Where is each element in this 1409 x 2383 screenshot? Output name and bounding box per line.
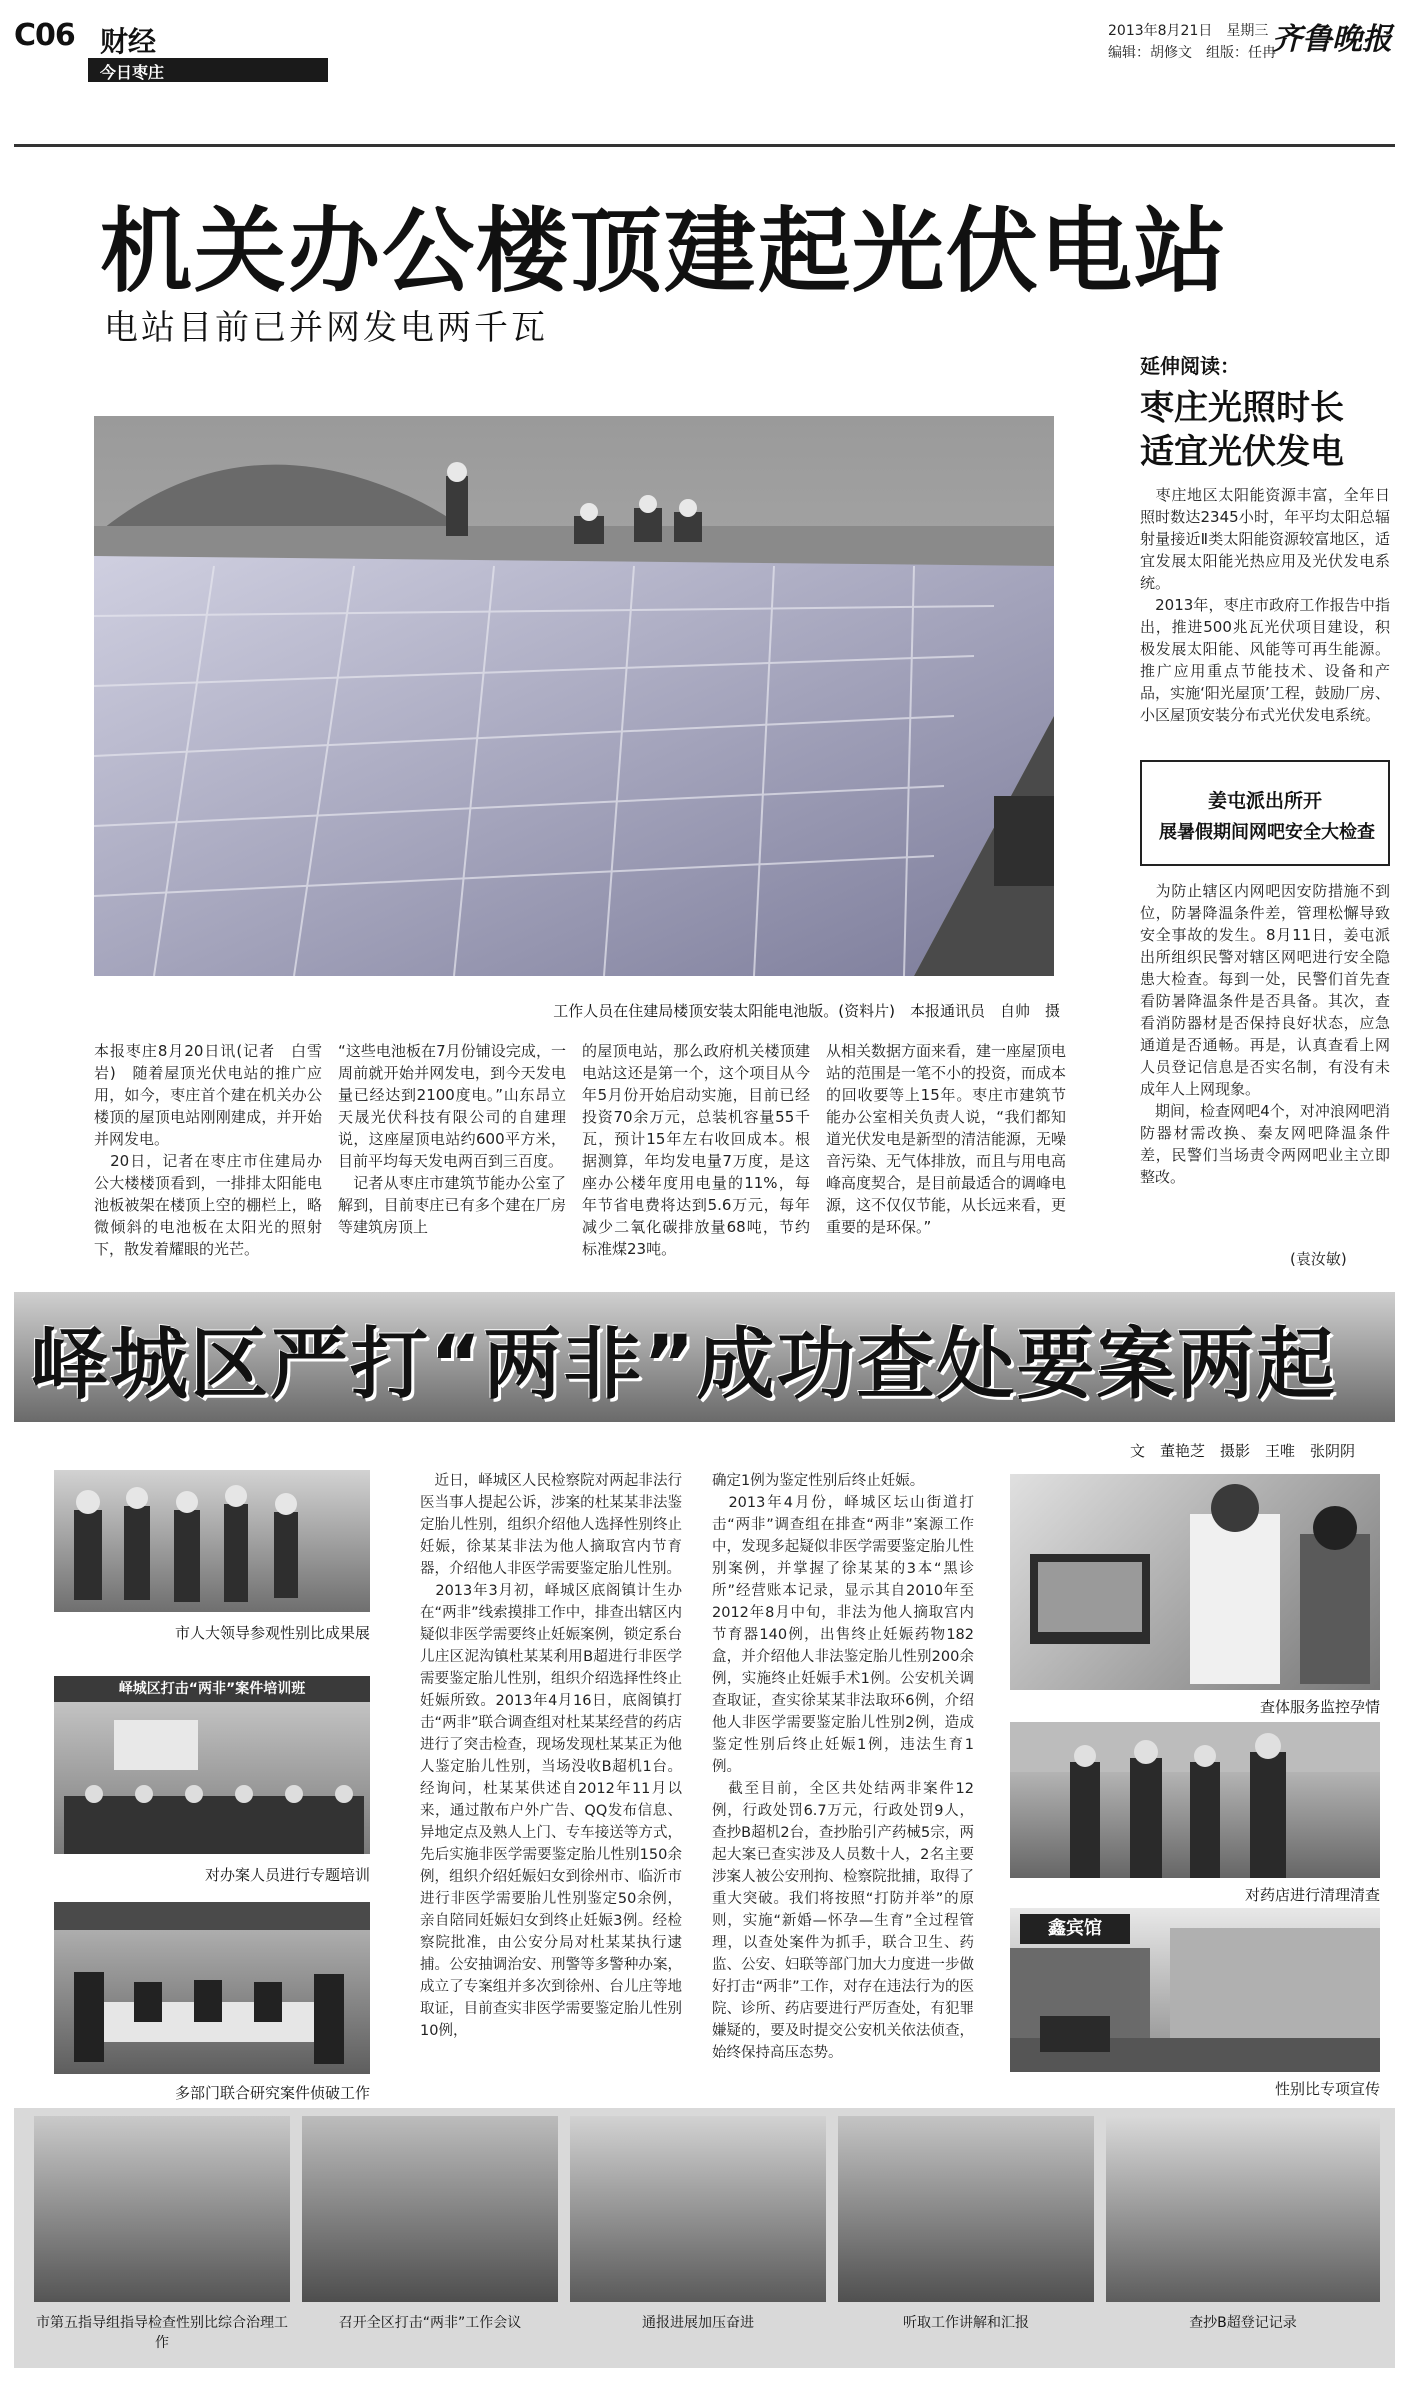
editors-line: 编辑：胡修文 组版：任冉	[1108, 45, 1276, 61]
bottom-caption-1: 市第五指导组指导检查性别比综合治理工作	[36, 2315, 288, 2351]
shop-sign: 鑫宾馆	[1020, 1914, 1130, 1944]
article2-column-1: 近日，峄城区人民检察院对两起非法行医当事人提起公诉，涉案的杜某某非法鉴定胎儿性别，组织介绍他人选择性别终止妊娠，徐某某非法为他人摘取宫内节育器，介绍他人非医学需要鉴定胎儿性别。 2013年3月初，峄城区底阁镇计生办在“两非”线索摸排工作中，排查出辖区内疑似非医学需要终止妊娠案例，锁定系台儿庄区泥沟镇杜某某利用B超进行非医学需要鉴定胎儿性别，组织介绍选择性终止妊娠所致。2013年4月16日，底阁镇打击“两非”联合调查组对杜某某经营的药店进行了突击检查，现场发现杜某某正为他人鉴定胎儿性别，当场没收B超机1台。经询问，杜某某供述自2012年11月以来，通过散布户外广告、QQ发布信息、异地定点及熟人上门、专车接送等方式，先后实施非医学需要鉴定胎儿性别150余例，组织介绍妊娠妇女到徐州市、临沂市进行非医学需要胎儿性别鉴定50余例，亲自陪同妊娠妇女到终止妊娠3例。经检察院批准，由公安分局对杜某某执行逮捕。公安抽调治安、刑警等多警种办案，成立了专案组并多次到徐州、台儿庄等地取证，目前查实非医学需要鉴定胎儿性别10例，	[420, 1473, 682, 2039]
right-photo-2	[1010, 1722, 1380, 1878]
section-title: 财经	[100, 25, 157, 58]
right-photo-1	[1010, 1474, 1380, 1690]
sidebar2-author: (袁汝敏)	[1290, 1250, 1347, 1268]
solar-panel-photo	[94, 416, 1054, 976]
bottom-photo-5	[1106, 2116, 1380, 2302]
bottom-caption-4: 听取工作讲解和汇报	[903, 2315, 1029, 2331]
left-caption-3: 多部门联合研究案件侦破工作	[174, 2084, 370, 2102]
article1-column-3: 的屋顶电站，那么政府机关楼顶建电站这还是第一个，这个项目从今年5月份开始启动实施，目前已经投资70余万元，总装机容量55千瓦，预计15年左右收回成本。根据测算，年均发电量7万度，是这座办公楼年度用电量的11%，每年节省电费将达到5.6万元，每年减少二氧化碳排放量68吨，节约标准煤23吨。	[582, 1042, 810, 1258]
left-photo-3	[54, 1902, 370, 2074]
article2-byline: 文 董艳芝 摄影 王唯 张阴阴	[1130, 1442, 1356, 1460]
bottom-photo-3	[570, 2116, 826, 2302]
sidebar1-body: 枣庄地区太阳能资源丰富，全年日照时数达2345小时，年平均太阳总辐射量接近Ⅱ类太阳能资源较富地区，适宜发展太阳能光热应用及光伏发电系统。 2013年，枣庄市政府工作报告中指出，推进500兆瓦光伏项目建设，积极发展太阳能、风能等可再生能源。推广应用重点节能技术、设备和产品，实施‘阳光屋顶’工程，鼓励厂房、小区屋顶安装分布式光伏发电系统。	[1140, 486, 1390, 724]
subsection-label: 今日枣庄	[100, 63, 165, 82]
sidebar1-title-line2: 适宜光伏发电	[1140, 432, 1344, 472]
solar-panel-illustration	[94, 416, 1054, 976]
bottom-caption-3: 通报进展加压奋进	[642, 2315, 754, 2331]
right-caption-2: 对药店进行清理清查	[1244, 1886, 1380, 1904]
sidebar1-kicker: 延伸阅读：	[1140, 354, 1240, 378]
sidebar2-title-line2: 展暑假期间网吧安全大检查	[1159, 822, 1375, 843]
right-photo-3	[1010, 1908, 1380, 2072]
sidebar1-title-line1: 枣庄光照时长	[1140, 388, 1344, 428]
bottom-caption-5: 查抄B超登记记录	[1189, 2315, 1297, 2331]
header-rule	[14, 144, 1395, 147]
right-photo-2-pharmacy	[1010, 1722, 1380, 1878]
bottom-photo-1	[34, 2116, 290, 2302]
article2-column-2: 确定1例为鉴定性别后终止妊娠。 2013年4月份，峄城区坛山街道打击“两非”调查组在排查“两非”案源工作中，发现多起疑似非医学需要鉴定胎儿性别案例，并掌握了徐某某的3本“黑诊所”经营账本记录，显示其自2010年至2012年8月中旬，非法为他人摘取宫内节育器140例，出售终止妊娠药物182盒，并介绍他人非法鉴定胎儿性别200余例，实施终止妊娠手术1例。公安机关调查取证，查实徐某某非法取环6例，介绍他人非医学需要鉴定胎儿性别2例，造成鉴定性别后终止妊娠1例，违法生育1例。 截至目前，全区共处结两非案件12例，行政处罚6.7万元，行政处罚9人，查抄B超机2台，查抄胎引产药械5宗，两起大案已查实涉及人员数十人，2名主要涉案人被公安刑拘、检察院批捕，取得了重大突破。我们将按照“打防并举”的原则，实施“新婚—怀孕—生育”全过程管理，以查处案件为抓手，联合卫生、药监、公安、妇联等部门加大力度进一步做好打击“两非”工作，对存在违法行为的医院、诊所、药店要进行严厉查处，有犯罪嫌疑的，要及时提交公安机关依法侦查，始终保持高压态势。	[712, 1473, 974, 2061]
article1-column-1: 本报枣庄8月20日讯(记者 白雪岩) 随着屋顶光伏电站的推广应用，如今，枣庄首个建在机关办公楼顶的屋顶电站刚刚建成，并开始并网发电。 20日，记者在枣庄市住建局办公大楼楼顶看到，一排排太阳能电池板被架在楼顶上空的棚栏上，略微倾斜的电池板在太阳光的照射下，散发着耀眼的光芒。	[94, 1042, 322, 1258]
bottom-caption-2: 召开全区打击“两非”工作会议	[338, 2315, 522, 2331]
left-photo-1	[54, 1470, 370, 1612]
sidebar2-body: 为防止辖区内网吧因安防措施不到位，防暑降温条件差，管理松懈导致安全事故的发生。8月11日，姜屯派出所组织民警对辖区网吧进行安全隐患大检查。每到一处，民警们首先查看防暑降温条件是否具备。其次，查看消防器材是否保持良好状态，应急通道是否通畅。再是，认真查看上网人员登记信息是否实名制，有没有未成年人上网现象。 期间，检查网吧4个，对冲浪网吧消防器材需改换、秦友网吧降温条件差，民警们当场责令两网吧业主立即整改。	[1140, 882, 1390, 1186]
issue-date: 2013年8月21日 星期三	[1108, 23, 1269, 39]
article1-headline: 机关办公楼顶建起光伏电站	[100, 198, 1229, 305]
left-caption-2: 对办案人员进行专题培训	[204, 1866, 370, 1884]
article1-subhead: 电站目前已并网发电两千瓦	[104, 308, 548, 348]
training-banner: 峄城区打击“两非”案件培训班	[54, 1676, 370, 1702]
left-photo-2-room	[54, 1676, 370, 1854]
left-photo-2	[54, 1676, 370, 1854]
bottom-photo-2	[302, 2116, 558, 2302]
right-caption-1: 查体服务监控孕情	[1259, 1698, 1380, 1716]
right-photo-1-checkup	[1010, 1474, 1380, 1690]
page-code: C06	[14, 18, 75, 53]
left-photo-3-meeting	[54, 1902, 370, 2074]
article2-headline: 峄城区严打“两非”成功查处要案两起	[30, 1320, 1337, 1410]
solar-photo-caption: 工作人员在住建局楼顶安装太阳能电池版。(资料片) 本报通讯员 自帅 摄	[553, 1002, 1060, 1020]
article1-column-2: “这些电池板在7月份铺设完成，一周前就开始并网发电，到今天发电量已经达到2100度电。”山东昂立天晟光伏科技有限公司的自建理说，这座屋顶电站约600平方米，目前平均每天发电两百到三百度。 记者从枣庄市建筑节能办公室了解到，目前枣庄已有多个建在厂房等建筑房顶上	[338, 1042, 566, 1236]
article1-column-4: 从相关数据方面来看，建一座屋顶电站的范围是一笔不小的投资，而成本的回收要等上15年。枣庄市建筑节能办公室相关负责人说，“我们都知道光伏发电是新型的清洁能源，无噪音污染、无气体排放，而且与用电高峰高度契合，是目前最适合的调峰电源，这不仅仅节能，从长远来看，更重要的是环保。”	[826, 1042, 1067, 1236]
sidebar2-frame	[1140, 760, 1390, 866]
left-photo-1-people	[54, 1470, 370, 1612]
right-caption-3: 性别比专项宣传	[1274, 2080, 1380, 2098]
bottom-photo-4	[838, 2116, 1094, 2302]
newspaper-logo: 齐鲁晚报	[1272, 22, 1392, 57]
left-caption-1: 市人大领导参观性别比成果展	[174, 1624, 370, 1642]
sidebar2-title-line1: 姜屯派出所开	[1207, 790, 1322, 812]
